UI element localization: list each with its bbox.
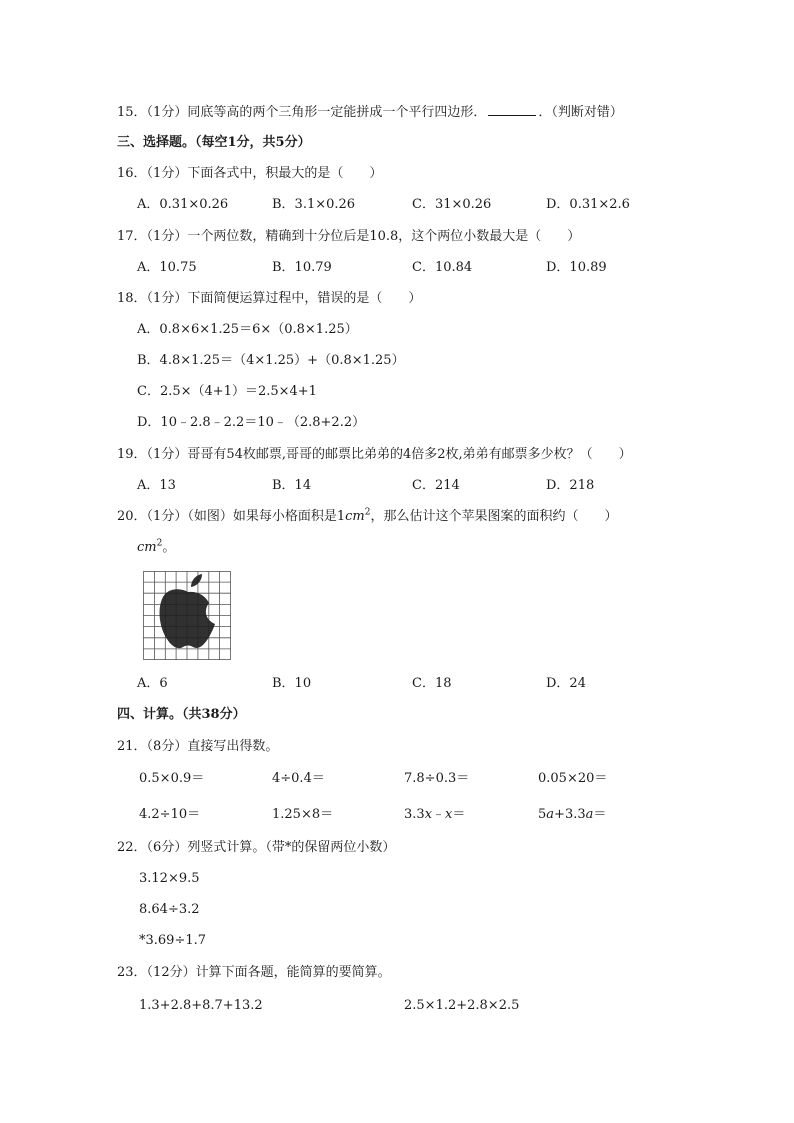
question-17-stem: 17．（1分）一个两位数，精确到十分位后是10.8，这个两位小数最大是（ ） — [117, 229, 581, 244]
var-x: x — [445, 807, 453, 822]
q23-item-1: 1.3+2.8+8.7+13.2 — [139, 998, 263, 1013]
q20-unit-2: cm — [137, 540, 157, 555]
q23-item-2: 2.5×1.2+2.8×2.5 — [404, 998, 520, 1013]
question-15 — [117, 103, 623, 122]
q22-item-3: *3.69÷1.7 — [139, 933, 207, 948]
q20-exponent-2: 2 — [156, 538, 163, 549]
q20-line2-end: 。 — [162, 540, 176, 555]
question-21-stem: 21．（8分）直接写出得数。 — [117, 739, 279, 754]
q20-stem-part-a: 20．（1分）（如图）如果每小格面积是1 — [117, 509, 346, 524]
q20-option-d[interactable]: D．24 — [546, 676, 586, 691]
question-16-stem: 16．（1分）下面各式中，积最大的是（ ） — [117, 166, 383, 181]
question-19-stem: 19．（1分）哥哥有54枚邮票,哥哥的邮票比弟弟的4倍多2枚,弟弟有邮票多少枚？（ ） — [117, 447, 632, 462]
apple-leaf-icon — [191, 574, 202, 587]
q20-stem-part-b: ，那么估计这个苹果图案的面积约（ ） — [370, 509, 618, 524]
q16-option-b[interactable]: B．3.1×0.26 — [272, 197, 356, 212]
q21-item-7 — [404, 806, 465, 824]
q17-option-d[interactable]: D．10.89 — [546, 260, 607, 275]
q20-option-a[interactable]: A．6 — [137, 676, 168, 691]
q21-item-6: 1.25×8＝ — [272, 807, 334, 822]
q21-item-3: 7.8÷0.3＝ — [404, 771, 470, 786]
question-18-stem: 18．（1分）下面简便运算过程中，错误的是（ ） — [117, 291, 422, 306]
q21-item-8-coef: 5 — [538, 807, 547, 822]
q21-item-5: 4.2÷10＝ — [139, 807, 201, 822]
q19-option-c[interactable]: C．214 — [412, 478, 460, 493]
q21-item-7-eq: ＝ — [452, 807, 466, 822]
q20-option-c[interactable]: C．18 — [412, 676, 452, 691]
q17-option-a[interactable]: A．10.75 — [137, 260, 197, 275]
section-3-title: 三、选择题。（每空1分，共5分） — [117, 135, 311, 150]
q15-text-after: ．（判断对错） — [538, 105, 623, 120]
answer-blank[interactable] — [488, 103, 536, 116]
q21-item-1: 0.5×0.9＝ — [139, 771, 205, 786]
question-23-stem: 23．（12分）计算下面各题，能简算的要简算。 — [117, 965, 391, 980]
question-20-stem — [117, 508, 617, 526]
q16-option-a[interactable]: A．0.31×0.26 — [137, 197, 229, 212]
question-22-stem: 22．（6分）列竖式计算。（带*的保留两位小数） — [117, 840, 396, 855]
q18-option-a[interactable]: A．0.8×6×1.25＝6×（0.8×1.25） — [137, 322, 358, 337]
q17-option-b[interactable]: B．10.79 — [272, 260, 332, 275]
apple-grid-figure — [143, 571, 231, 661]
var-a: a — [585, 807, 594, 822]
section-4-title: 四、计算。（共38分） — [117, 707, 246, 722]
q20-option-b[interactable]: B．10 — [272, 676, 312, 691]
q17-option-c[interactable]: C．10.84 — [412, 260, 473, 275]
q21-item-8 — [538, 806, 606, 824]
apple-body-icon — [160, 589, 215, 648]
q21-item-8-eq: ＝ — [593, 807, 607, 822]
q20-stem-line2 — [137, 539, 175, 557]
q16-option-d[interactable]: D．0.31×2.6 — [546, 197, 630, 212]
q22-item-1: 3.12×9.5 — [139, 871, 200, 886]
q19-option-d[interactable]: D．218 — [546, 478, 595, 493]
var-a: a — [546, 807, 555, 822]
q21-item-7-coef: 3.3 — [404, 807, 425, 822]
q21-item-8-op: +3.3 — [554, 807, 586, 822]
q21-item-7-op: ﹣ — [432, 807, 446, 822]
q19-option-a[interactable]: A．13 — [137, 478, 176, 493]
q18-option-b[interactable]: B．4.8×1.25＝（4×1.25）+（0.8×1.25） — [137, 353, 405, 368]
apple-grid-svg — [143, 571, 231, 661]
q20-unit: cm — [345, 509, 365, 524]
q18-option-d[interactable]: D．10﹣2.8﹣2.2＝10﹣（2.8+2.2） — [137, 415, 366, 430]
q22-item-2: 8.64÷3.2 — [139, 902, 200, 917]
q20-exponent: 2 — [364, 507, 371, 518]
q15-text-before: 15．（1分）同底等高的两个三角形一定能拼成一个平行四边形． — [117, 105, 487, 120]
q19-option-b[interactable]: B．14 — [272, 478, 312, 493]
var-x: x — [424, 807, 433, 822]
q21-item-4: 0.05×20＝ — [538, 771, 608, 786]
q16-option-c[interactable]: C．31×0.26 — [412, 197, 492, 212]
q18-option-c[interactable]: C．2.5×（4+1）＝2.5×4+1 — [137, 384, 317, 399]
q21-item-2: 4÷0.4＝ — [272, 771, 325, 786]
